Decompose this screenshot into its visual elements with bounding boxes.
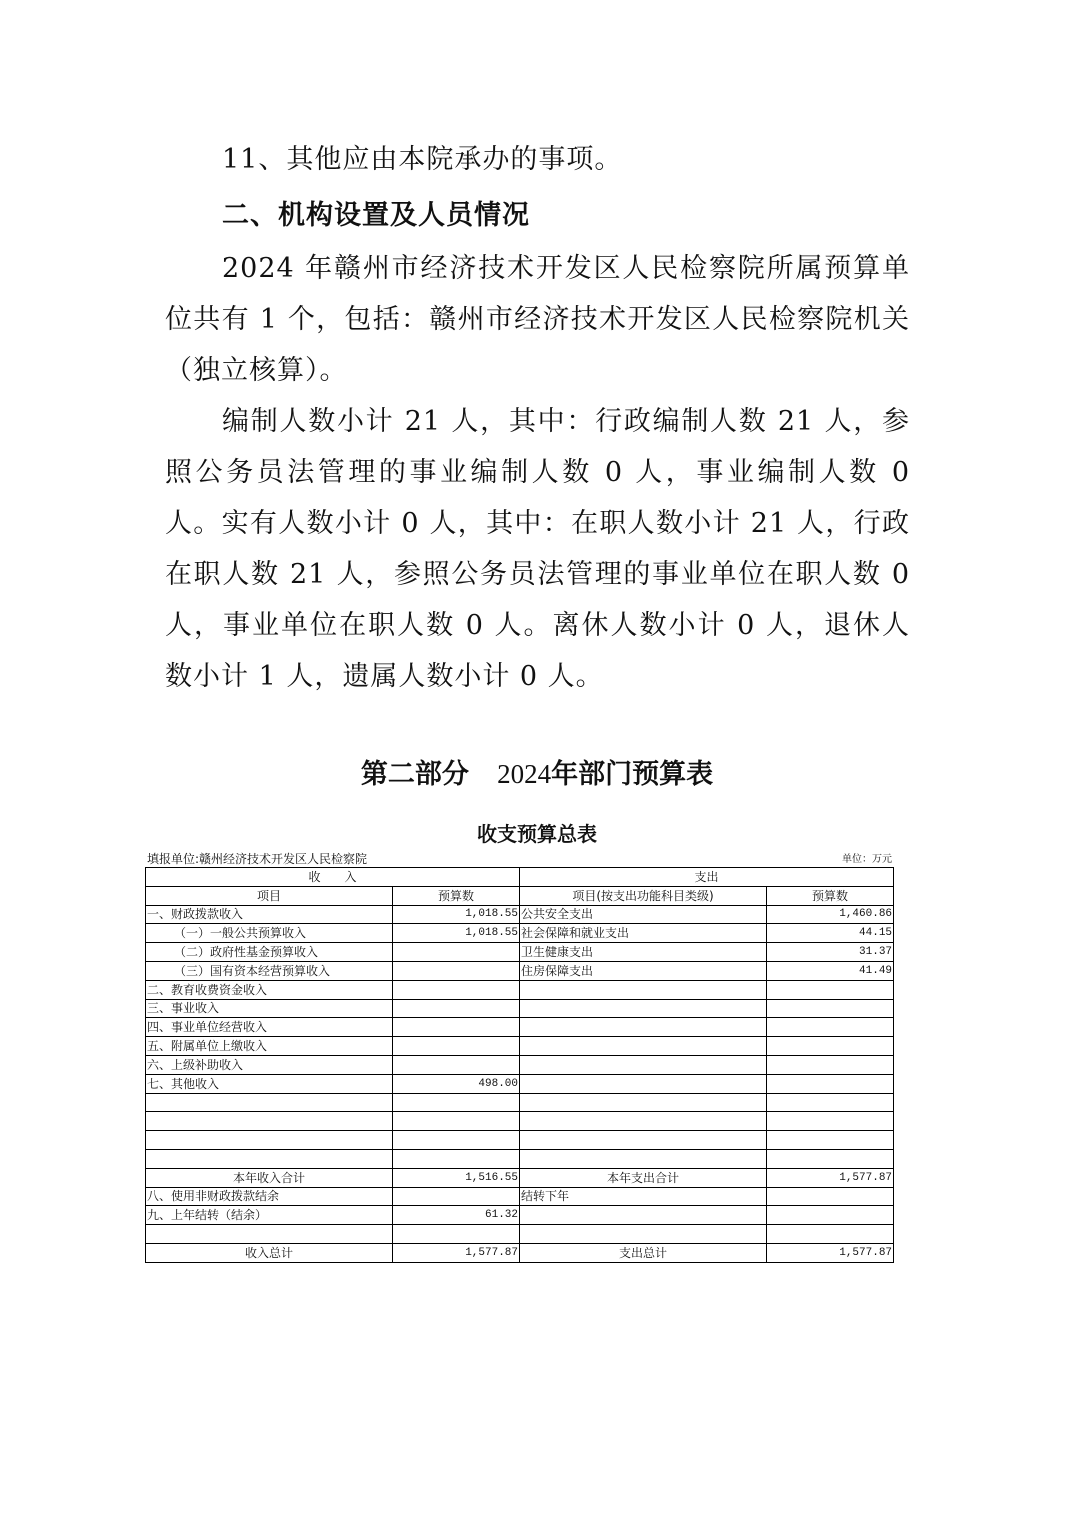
income-header: 收 入 xyxy=(146,868,520,887)
col-item-header: 项目 xyxy=(146,886,393,905)
expense-value-cell: 1,460.86 xyxy=(767,905,894,924)
table-column-header-row xyxy=(146,886,894,905)
expense-item-cell: 住房保障支出 xyxy=(520,961,767,980)
table-row xyxy=(146,1018,894,1037)
expense-header: 支出 xyxy=(520,868,894,887)
income-item-cell xyxy=(146,1225,393,1244)
table-row xyxy=(146,999,894,1018)
expense-value-cell xyxy=(767,1093,894,1112)
income-value-cell: 61.32 xyxy=(393,1206,520,1225)
col-budget-exp-header: 预算数 xyxy=(767,886,894,905)
table-row xyxy=(146,1074,894,1093)
income-value-cell: 1,018.55 xyxy=(393,905,520,924)
table-row xyxy=(146,961,894,980)
income-value-cell xyxy=(393,1037,520,1056)
expense-item-cell xyxy=(520,1149,767,1168)
table-row xyxy=(146,1243,894,1262)
table-title: 收支预算总表 xyxy=(477,822,597,846)
section-heading-2: 二、机构设置及人员情况 xyxy=(222,200,530,231)
income-value-cell: 1,577.87 xyxy=(393,1243,520,1262)
income-value-cell: 498.00 xyxy=(393,1074,520,1093)
income-item-cell: 二、教育收费资金收入 xyxy=(146,980,393,999)
income-item-cell: 一、财政拨款收入 xyxy=(146,905,393,924)
expense-value-cell xyxy=(767,1131,894,1150)
expense-value-cell xyxy=(767,980,894,999)
income-item-cell xyxy=(146,1131,393,1150)
table-row xyxy=(146,1187,894,1206)
income-item-cell: 九、上年结转（结余） xyxy=(146,1206,393,1225)
expense-value-cell xyxy=(767,1112,894,1131)
expense-item-cell: 卫生健康支出 xyxy=(520,943,767,962)
expense-value-cell xyxy=(767,1149,894,1168)
budget-table xyxy=(145,867,894,1263)
col-budget-header: 预算数 xyxy=(393,886,520,905)
income-value-cell xyxy=(393,1187,520,1206)
income-item-cell: 本年收入合计 xyxy=(146,1168,393,1187)
budget-table-body xyxy=(146,905,894,1262)
org-paragraph: 2024 年赣州市经济技术开发区人民检察院所属预算单位共有 1 个，包括：赣州市经济技术开发区人民检察院机关（独立核算）。 xyxy=(165,253,910,386)
col-item-exp-header: 项目(按支出功能科目类级) xyxy=(520,886,767,905)
table-row xyxy=(146,1168,894,1187)
expense-value-cell: 41.49 xyxy=(767,961,894,980)
income-item-cell: 四、事业单位经营收入 xyxy=(146,1018,393,1037)
expense-item-cell: 结转下年 xyxy=(520,1187,767,1206)
expense-item-cell xyxy=(520,1074,767,1093)
income-item-cell: 收入总计 xyxy=(146,1243,393,1262)
income-value-cell xyxy=(393,961,520,980)
expense-value-cell xyxy=(767,1187,894,1206)
expense-item-cell xyxy=(520,1112,767,1131)
expense-item-cell xyxy=(520,980,767,999)
expense-item-cell: 社会保障和就业支出 xyxy=(520,924,767,943)
income-value-cell: 1,018.55 xyxy=(393,924,520,943)
expense-item-cell xyxy=(520,1093,767,1112)
filler-unit: 填报单位:赣州经济技术开发区人民检察院 xyxy=(147,852,368,866)
expense-value-cell xyxy=(767,999,894,1018)
income-item-cell: 五、附属单位上缴收入 xyxy=(146,1037,393,1056)
income-value-cell: 1,516.55 xyxy=(393,1168,520,1187)
part-title xyxy=(0,752,1074,791)
income-value-cell xyxy=(393,943,520,962)
expense-value-cell xyxy=(767,1206,894,1225)
part-label: 第二部分 xyxy=(360,759,469,790)
income-value-cell xyxy=(393,1055,520,1074)
expense-item-cell: 支出总计 xyxy=(520,1243,767,1262)
table-row xyxy=(146,1093,894,1112)
staff-paragraph: 编制人数小计 21 人，其中：行政编制人数 21 人，参照公务员法管理的事业编制人数 0 人，事业编制人数 0 人。实有人数小计 0 人，其中：在职人数小计 21 人，行政在职人数 21 人，参照公务员法管理的事业单位在职人数 0 人，事业单位在职人数 0 人。离休人数小计 0 人，退休人数小计 1 人，遗属人数小计 0 人。 xyxy=(165,406,910,692)
table-row xyxy=(146,1149,894,1168)
expense-value-cell xyxy=(767,1018,894,1037)
table-row xyxy=(146,1206,894,1225)
income-item-cell: （一）一般公共预算收入 xyxy=(146,924,393,943)
expense-value-cell xyxy=(767,1055,894,1074)
table-row xyxy=(146,1112,894,1131)
item-11-text: 11、其他应由本院承办的事项。 xyxy=(222,144,623,175)
table-row xyxy=(146,943,894,962)
expense-item-cell: 本年支出合计 xyxy=(520,1168,767,1187)
part-year: 2024 xyxy=(497,759,552,789)
income-value-cell xyxy=(393,1093,520,1112)
expense-item-cell xyxy=(520,1037,767,1056)
expense-value-cell: 1,577.87 xyxy=(767,1168,894,1187)
expense-value-cell xyxy=(767,1074,894,1093)
income-item-cell: 八、使用非财政拨款结余 xyxy=(146,1187,393,1206)
table-row xyxy=(146,980,894,999)
income-value-cell xyxy=(393,999,520,1018)
income-item-cell: （二）政府性基金预算收入 xyxy=(146,943,393,962)
expense-value-cell xyxy=(767,1225,894,1244)
expense-item-cell xyxy=(520,1131,767,1150)
expense-value-cell xyxy=(767,1037,894,1056)
expense-item-cell xyxy=(520,1018,767,1037)
income-value-cell xyxy=(393,1112,520,1131)
expense-item-cell xyxy=(520,999,767,1018)
income-value-cell xyxy=(393,980,520,999)
income-item-cell xyxy=(146,1093,393,1112)
part-rest: 年部门预算表 xyxy=(551,759,714,790)
table-group-header-row xyxy=(146,868,894,887)
table-row xyxy=(146,1037,894,1056)
income-value-cell xyxy=(393,1018,520,1037)
expense-item-cell xyxy=(520,1225,767,1244)
expense-value-cell: 1,577.87 xyxy=(767,1243,894,1262)
table-row xyxy=(146,1131,894,1150)
expense-item-cell xyxy=(520,1055,767,1074)
table-row xyxy=(146,1055,894,1074)
income-item-cell xyxy=(146,1112,393,1131)
income-value-cell xyxy=(393,1225,520,1244)
income-value-cell xyxy=(393,1149,520,1168)
income-item-cell: 六、上级补助收入 xyxy=(146,1055,393,1074)
expense-item-cell: 公共安全支出 xyxy=(520,905,767,924)
expense-item-cell xyxy=(520,1206,767,1225)
expense-value-cell: 44.15 xyxy=(767,924,894,943)
income-value-cell xyxy=(393,1131,520,1150)
income-item-cell xyxy=(146,1149,393,1168)
table-row xyxy=(146,905,894,924)
expense-value-cell: 31.37 xyxy=(767,943,894,962)
table-row xyxy=(146,924,894,943)
currency-unit: 单位：万元 xyxy=(842,854,892,865)
income-item-cell: 三、事业收入 xyxy=(146,999,393,1018)
income-item-cell: 七、其他收入 xyxy=(146,1074,393,1093)
income-item-cell: （三）国有资本经营预算收入 xyxy=(146,961,393,980)
table-row xyxy=(146,1225,894,1244)
